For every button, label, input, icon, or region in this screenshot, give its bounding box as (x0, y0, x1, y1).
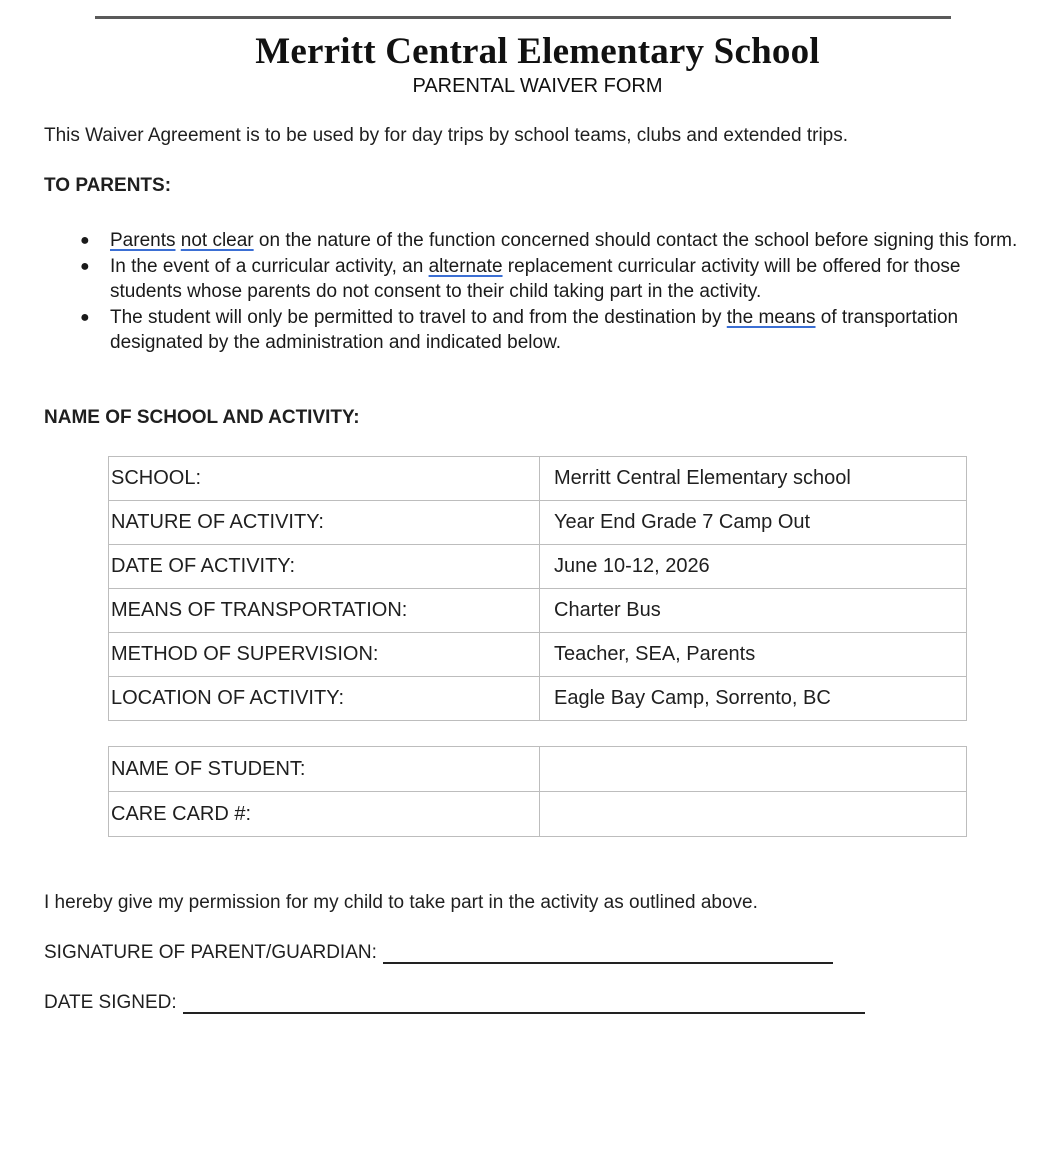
table-row (109, 589, 967, 633)
bullet-item (80, 228, 1020, 253)
bullet-item (80, 305, 1020, 355)
bullet-icon: ● (80, 258, 90, 275)
header-rule (95, 16, 951, 19)
grammar-underlined-text[interactable]: Parents (110, 230, 176, 251)
row-label: SCHOOL: (109, 457, 540, 501)
bullet-item (80, 254, 1020, 304)
care-card-label: CARE CARD #: (109, 792, 540, 837)
date-signed-label: DATE SIGNED: (44, 992, 177, 1013)
row-value[interactable]: Eagle Bay Camp, Sorrento, BC (540, 677, 967, 721)
care-card-field[interactable] (540, 792, 967, 837)
parents-bullet-list (80, 228, 1020, 356)
table-row (109, 747, 967, 792)
row-label: MEANS OF TRANSPORTATION: (109, 589, 540, 633)
row-label: DATE OF ACTIVITY: (109, 545, 540, 589)
bullet-text: on the nature of the function concerned should contact the school before signing this form. (253, 230, 1018, 251)
row-value[interactable]: Charter Bus (540, 589, 967, 633)
table-row (109, 545, 967, 589)
bullet-text: of transportation designated by the administration and indicated below. (110, 307, 959, 353)
table-row (109, 792, 967, 837)
student-name-field[interactable] (540, 747, 967, 792)
grammar-underlined-text[interactable]: not clear (180, 230, 254, 251)
grammar-underlined-text[interactable]: the means (726, 307, 816, 328)
signature-row (44, 940, 833, 964)
grammar-underlined-text[interactable]: alternate (428, 256, 503, 277)
school-title: Merritt Central Elementary School (255, 31, 820, 72)
signature-field[interactable] (383, 940, 833, 964)
row-value[interactable]: Year End Grade 7 Camp Out (540, 501, 967, 545)
table-row (109, 501, 967, 545)
student-table (108, 746, 967, 837)
activity-table (108, 456, 967, 721)
signature-label: SIGNATURE OF PARENT/GUARDIAN: (44, 942, 377, 963)
bullet-icon: ● (80, 232, 90, 249)
table-row (109, 677, 967, 721)
bullet-icon: ● (80, 309, 90, 326)
intro-paragraph: This Waiver Agreement is to be used by for day trips by school teams, clubs and extended trips. (44, 125, 849, 146)
row-value[interactable]: Merritt Central Elementary school (540, 457, 967, 501)
table-row (109, 457, 967, 501)
school-activity-heading: NAME OF SCHOOL AND ACTIVITY: (44, 407, 360, 428)
row-value[interactable]: Teacher, SEA, Parents (540, 633, 967, 677)
bullet-text: In the event of a curricular activity, an (110, 256, 429, 277)
date-signed-field[interactable] (183, 990, 865, 1014)
to-parents-heading: TO PARENTS: (44, 175, 172, 196)
bullet-text: replacement curricular activity will be offered for those students whose parents do not consent to their child taking part in the activity. (110, 256, 961, 302)
date-signed-row (44, 990, 865, 1014)
table-row (109, 633, 967, 677)
form-subtitle: PARENTAL WAIVER FORM (412, 75, 663, 97)
student-name-label: NAME OF STUDENT: (109, 747, 540, 792)
row-label: METHOD OF SUPERVISION: (109, 633, 540, 677)
row-label: NATURE OF ACTIVITY: (109, 501, 540, 545)
row-value[interactable]: June 10-12, 2026 (540, 545, 967, 589)
permission-statement: I hereby give my permission for my child to take part in the activity as outlined above. (44, 892, 758, 913)
bullet-text: The student will only be permitted to travel to and from the destination by (110, 307, 727, 328)
row-label: LOCATION OF ACTIVITY: (109, 677, 540, 721)
